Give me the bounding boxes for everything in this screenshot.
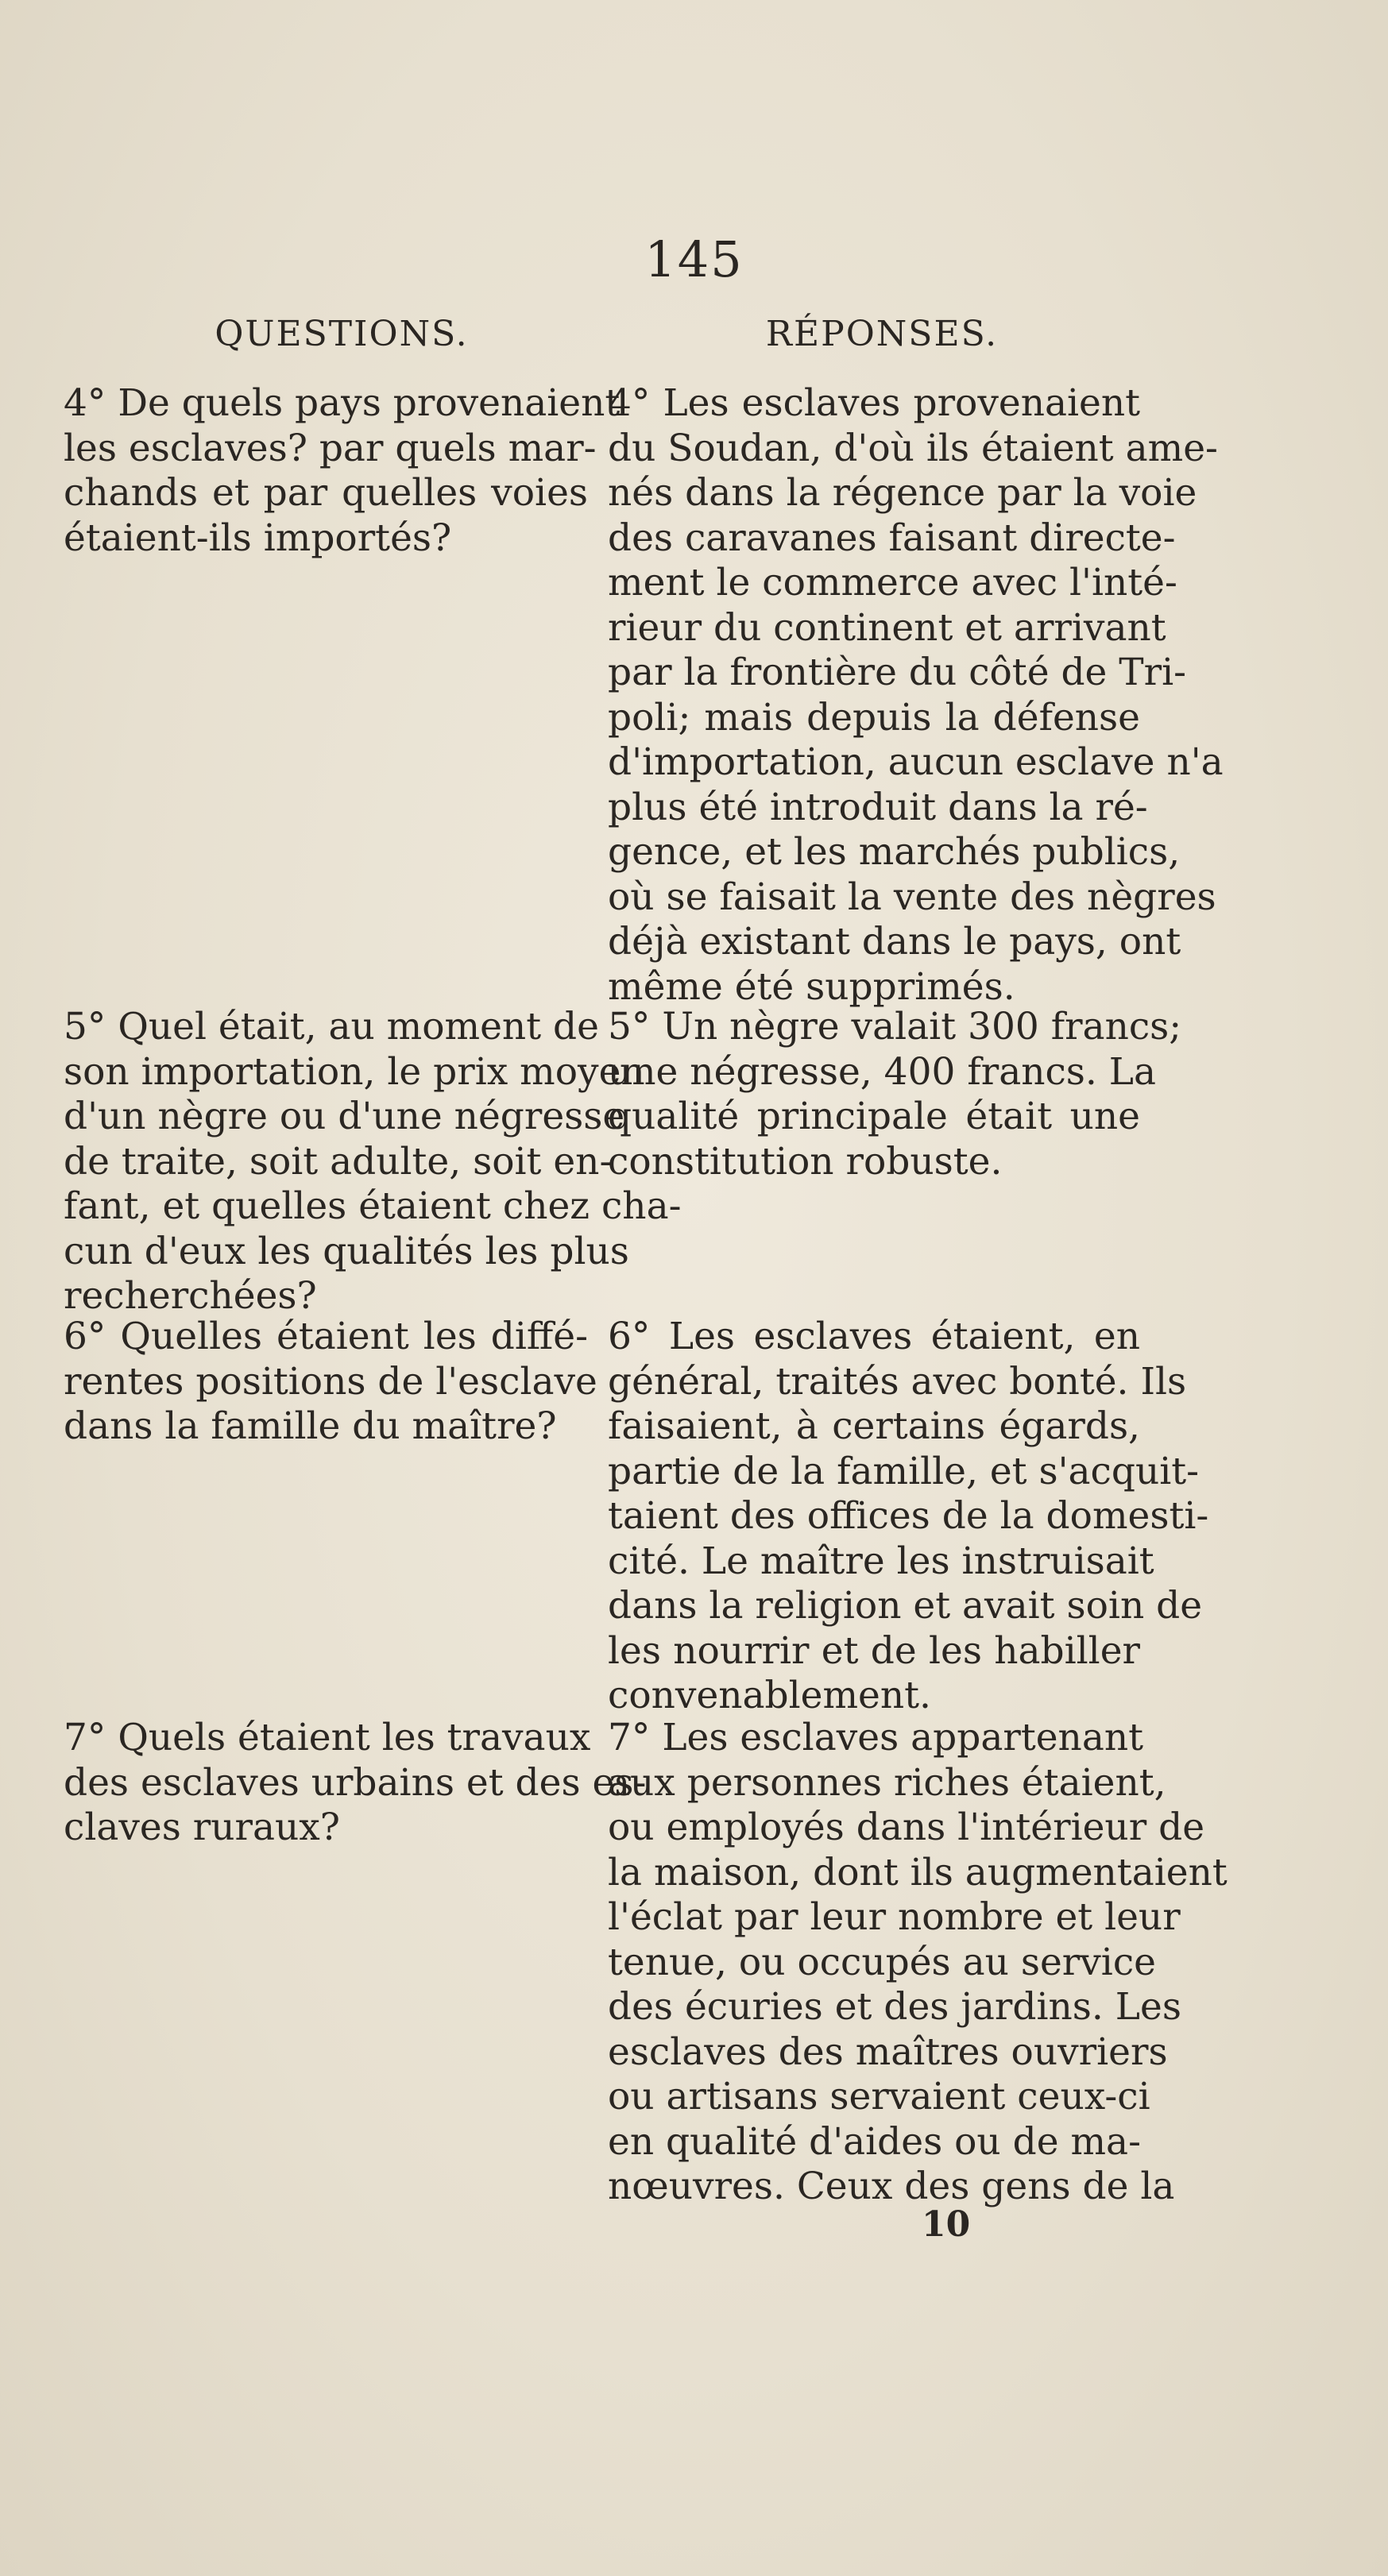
text-line: 5° Un nègre valait 300 francs;	[608, 1005, 1182, 1049]
text-line: déjà existant dans le pays, ont	[608, 920, 1181, 964]
text-line: partie de la famille, et s'acquit-	[608, 1449, 1200, 1493]
text-line: chands et par quelles voies	[64, 471, 588, 515]
text-line: convenablement.	[608, 1674, 931, 1717]
text-line: ou artisans servaient ceux-ci	[608, 2075, 1150, 2118]
answer-6	[608, 1315, 1209, 1719]
text-line: poli; mais depuis la défense	[608, 695, 1140, 740]
text-line: dans la famille du maître?	[64, 1404, 557, 1448]
text-line: des écuries et des jardins. Les	[608, 1985, 1181, 2029]
text-line: constitution robuste.	[608, 1139, 1003, 1184]
text-line: 4° Les esclaves provenaient	[608, 381, 1140, 425]
text-line: faisaient, à certains égards,	[608, 1404, 1140, 1448]
text-line: tenue, ou occupés au service	[608, 1940, 1156, 1984]
text-line: son importation, le prix moyen	[64, 1049, 645, 1094]
text-line: d'importation, aucun esclave n'a	[608, 740, 1224, 784]
question-7	[64, 1716, 647, 1851]
text-line: de traite, soit adulte, soit en-	[64, 1139, 613, 1184]
text-line: 7° Quels étaient les travaux	[64, 1716, 591, 1759]
text-line: cun d'eux les qualités les plus	[64, 1229, 629, 1273]
text-line: recherchées?	[64, 1274, 317, 1318]
text-line: en qualité d'aides ou de ma-	[608, 2119, 1141, 2164]
text-line: d'un nègre ou d'une négresse	[64, 1095, 625, 1138]
text-line: étaient-ils importés?	[64, 516, 452, 560]
text-line: nés dans la régence par la voie	[608, 471, 1197, 515]
text-line: 5° Quel était, au moment de	[64, 1005, 599, 1049]
question-6	[64, 1315, 597, 1450]
text-line: des caravanes faisant directe-	[608, 516, 1176, 560]
text-line: nœuvres. Ceux des gens de la	[608, 2165, 1175, 2208]
text-line: ment le commerce avec l'inté-	[608, 561, 1177, 604]
questions-heading: QUESTIONS.	[215, 314, 469, 354]
text-line: plus été introduit dans la ré-	[608, 785, 1148, 829]
text-line: esclaves des maîtres ouvriers	[608, 2030, 1168, 2074]
text-line: des esclaves urbains et des es-	[64, 1760, 647, 1805]
answers-heading: RÉPONSES.	[765, 314, 999, 354]
signature-mark: 10	[922, 2204, 971, 2245]
text-line: 6° Quelles étaient les diffé-	[64, 1315, 588, 1358]
text-line: 4° De quels pays provenaient	[64, 381, 621, 425]
text-line: ou employés dans l'intérieur de	[608, 1806, 1205, 1849]
question-4	[64, 381, 621, 561]
answer-5	[608, 1005, 1182, 1184]
text-line: l'éclat par leur nombre et leur	[608, 1895, 1181, 1939]
text-line: 6° Les esclaves étaient, en	[608, 1315, 1140, 1358]
text-line: taient des offices de la domesti-	[608, 1494, 1209, 1538]
text-line: 7° Les esclaves appartenant	[608, 1716, 1143, 1759]
text-line: les nourrir et de les habiller	[608, 1628, 1140, 1673]
text-line: les esclaves? par quels mar-	[64, 426, 597, 470]
text-line: une négresse, 400 francs. La	[608, 1049, 1157, 1094]
text-line: même été supprimés.	[608, 964, 1015, 1009]
text-line: rieur du continent et arrivant	[608, 605, 1166, 650]
text-line: où se faisait la vente des nègres	[608, 875, 1216, 919]
text-line: gence, et les marchés publics,	[608, 830, 1181, 874]
text-line: par la frontière du côté de Tri-	[608, 651, 1187, 694]
text-line: cité. Le maître les instruisait	[608, 1539, 1154, 1583]
text-line: général, traités avec bonté. Ils	[608, 1359, 1187, 1404]
text-line: qualité principale était une	[608, 1095, 1140, 1138]
answer-7	[608, 1716, 1228, 2210]
text-line: la maison, dont ils augmentaient	[608, 1850, 1228, 1894]
answer-4	[608, 381, 1224, 1010]
text-line: aux personnes riches étaient,	[608, 1760, 1166, 1805]
text-line: rentes positions de l'esclave	[64, 1359, 597, 1404]
text-line: claves ruraux?	[64, 1806, 341, 1849]
text-line: du Soudan, d'où ils étaient ame-	[608, 426, 1218, 470]
question-5	[64, 1005, 682, 1319]
page-number: 145	[644, 230, 744, 288]
text-line: dans la religion et avait soin de	[608, 1584, 1203, 1628]
text-line: fant, et quelles étaient chez cha-	[64, 1184, 682, 1228]
